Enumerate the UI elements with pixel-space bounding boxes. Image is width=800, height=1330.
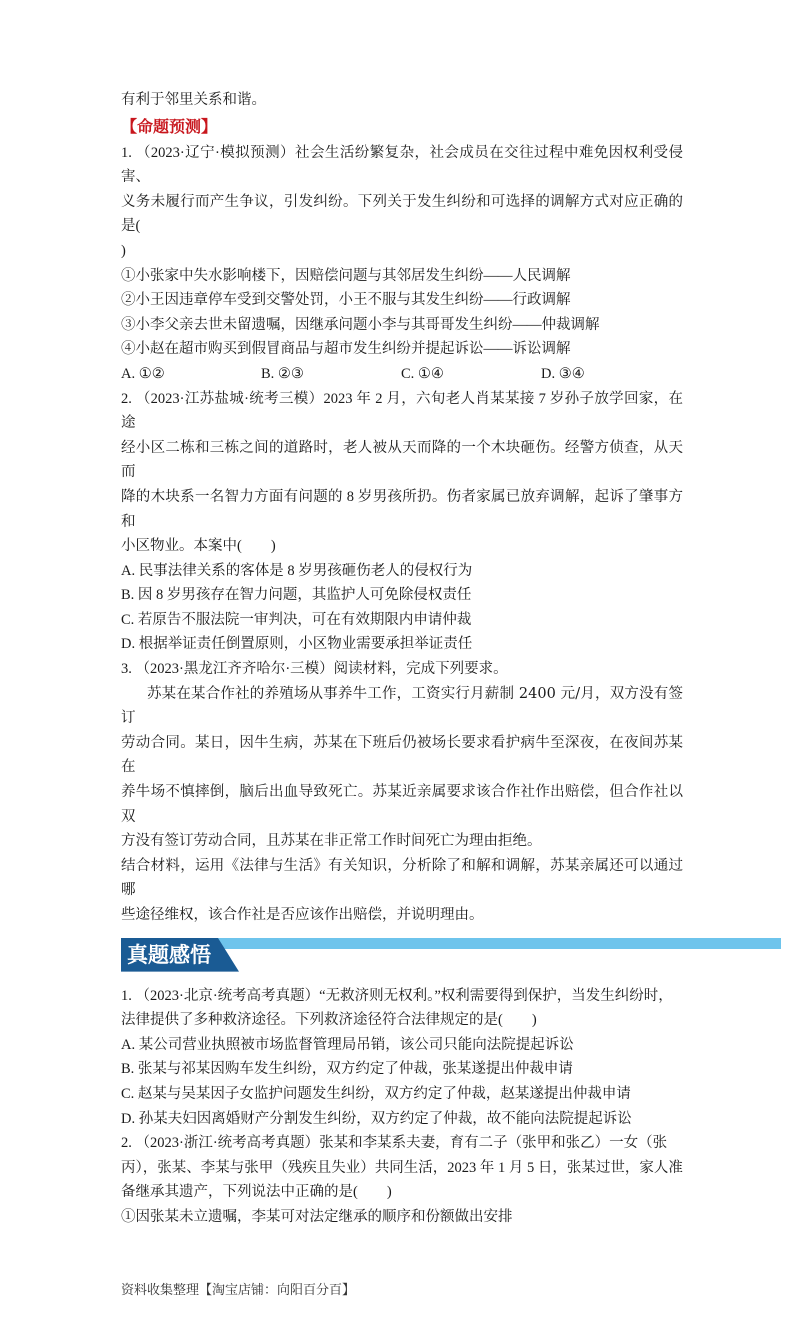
material-text: 苏某在某合作社的养殖场从事养牛工作，工资实行月薪制 2400 元/月，双方没有签订 bbox=[121, 685, 683, 727]
option-d: D. 根据举证责任倒置原则，小区物业需要承担举证责任 bbox=[121, 636, 473, 653]
option-a: A. ①② bbox=[121, 365, 165, 382]
question-r1 bbox=[121, 984, 683, 1132]
option-c: C. 若原告不服法院一审判决，可在有效期限内申请仲裁 bbox=[121, 611, 472, 628]
question-stem: 经小区二栋和三栋之间的道路时，老人被从天而降的一个木块砸伤。经警方侦查，从天而 bbox=[121, 439, 683, 481]
material-text: 养牛场不慎摔倒，脑后出血导致死亡。苏某近亲属要求该合作社作出赔偿，但合作社以双 bbox=[121, 784, 683, 825]
question-requirement: 些途径维权，该合作社是否应该作出赔偿，并说明理由。 bbox=[121, 907, 484, 923]
question-p1 bbox=[121, 141, 683, 387]
document-page bbox=[121, 0, 683, 1330]
options-row bbox=[121, 362, 683, 387]
question-stem: 2. （2023·江苏盐城·统考三模）2023 年 2 月，六旬老人肖某某接 7 岁孙子放学回家，在途 bbox=[121, 390, 683, 432]
intro-text: 有利于邻里关系和谐。 bbox=[121, 92, 266, 108]
question-stem: 2. （2023·浙江·统考高考真题）张某和李某系夫妻，育有二子（张甲和张乙）一女（张 bbox=[121, 1135, 668, 1152]
option-b: B. 张某与祁某因购车发生纠纷，双方约定了仲裁，张某遂提出仲裁申请 bbox=[121, 1061, 573, 1078]
option-c: C. ①④ bbox=[401, 365, 444, 382]
section-title-real-exam: 真题感悟 bbox=[127, 942, 211, 967]
option-c: C. 赵某与吴某因子女监护问题发生纠纷，双方约定了仲裁，赵某遂提出仲裁申请 bbox=[121, 1085, 631, 1102]
option-a: A. 某公司营业执照被市场监督管理局吊销，该公司只能向法院提起诉讼 bbox=[121, 1036, 574, 1053]
option-a: A. 民事法律关系的客体是 8 岁男孩砸伤老人的侵权行为 bbox=[121, 562, 473, 579]
question-stem: 义务未履行而产生争议，引发纠纷。下列关于发生纠纷和可选择的调解方式对应正确的是( bbox=[121, 193, 683, 235]
question-stem: 3. （2023·黑龙江齐齐哈尔·三模）阅读材料，完成下列要求。 bbox=[121, 661, 508, 678]
question-stem: 小区物业。本案中( ) bbox=[121, 538, 276, 555]
question-stem: 法律提供了多种救济途径。下列救济途径符合法律规定的是( ) bbox=[121, 1012, 537, 1029]
question-stem: 1. （2023·北京·统考高考真题）“无救济则无权利。”权利需要得到保护，当发生纠纷时， bbox=[121, 987, 673, 1004]
question-stem: 降的木块系一名智力方面有问题的 8 岁男孩所扔。伤者家属已放弃调解，起诉了肇事方和 bbox=[121, 488, 683, 530]
statement: ②小王因违章停车受到交警处罚，小王不服与其发生纠纷——行政调解 bbox=[121, 292, 571, 309]
option-b: B. 因 8 岁男孩存在智力问题，其监护人可免除侵权责任 bbox=[121, 587, 472, 604]
section-title-prediction: 【命题预测】 bbox=[121, 116, 218, 136]
option-b: B. ②③ bbox=[261, 365, 304, 382]
question-p3 bbox=[121, 657, 683, 928]
section-banner-real-exam bbox=[121, 938, 781, 972]
option-d: D. ③④ bbox=[541, 365, 585, 382]
banner-stripe bbox=[191, 938, 781, 949]
question-stem: 1. （2023·辽宁·模拟预测）社会生活纷繁复杂，社会成员在交往过程中难免因权利受侵害、 bbox=[121, 144, 683, 186]
statement: ④小赵在超市购买到假冒商品与超市发生纠纷并提起诉讼——诉讼调解 bbox=[121, 341, 571, 358]
statement: ①小张家中失水影响楼下，因赔偿问题与其邻居发生纠纷——人民调解 bbox=[121, 267, 571, 284]
question-stem: 丙），张某、李某与张甲（残疾且失业）共同生活，2023 年 1 月 5 日，张某过世，家人准 bbox=[121, 1159, 683, 1176]
question-stem: 备继承其遗产，下列说法中正确的是( ) bbox=[121, 1184, 392, 1201]
question-p2 bbox=[121, 387, 683, 658]
question-requirement: 结合材料，运用《法律与生活》有关知识，分析除了和解和调解，苏某亲属还可以通过哪 bbox=[121, 857, 683, 899]
question-r2 bbox=[121, 1131, 683, 1229]
option-d: D. 孙某夫妇因离婚财产分割发生纠纷，双方约定了仲裁，故不能向法院提起诉讼 bbox=[121, 1110, 632, 1127]
statement: ③小李父亲去世未留遗嘱，因继承问题小李与其哥哥发生纠纷——仲裁调解 bbox=[121, 316, 600, 333]
material-text: 方没有签订劳动合同，且苏某在非正常工作时间死亡为理由拒绝。 bbox=[121, 833, 542, 850]
material-text: 劳动合同。某日，因牛生病，苏某在下班后仍被场长要求看护病牛至深夜，在夜间苏某在 bbox=[121, 734, 683, 776]
footer-note: 资料收集整理【淘宝店铺：向阳百分百】 bbox=[121, 1282, 356, 1298]
statement: ①因张某未立遗嘱，李某可对法定继承的顺序和份额做出安排 bbox=[121, 1208, 513, 1225]
question-stem: ) bbox=[121, 242, 126, 259]
